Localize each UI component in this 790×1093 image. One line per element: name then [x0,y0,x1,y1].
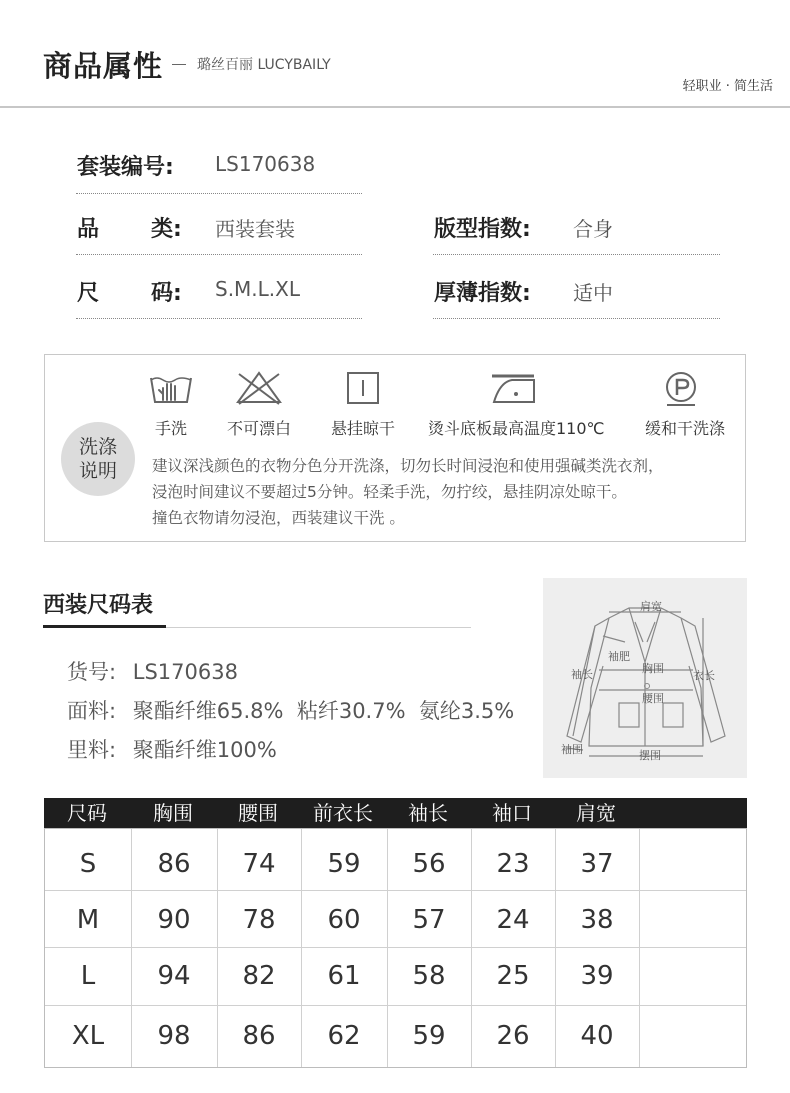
cell-size: M [76,905,100,935]
title-dash [172,64,186,65]
care-text-line: 撞色衣物请勿浸泡，西装建议干洗 。 [152,509,405,527]
cell-waist: 82 [242,961,276,991]
cell-size: S [79,849,97,879]
dotted-divider [76,254,362,255]
category-value: 西装套装 [215,217,295,241]
cell-waist: 86 [242,1021,276,1051]
cell-waist: 78 [242,905,276,935]
cell-sleeve-length: 58 [412,961,446,991]
dry-clean-label: 缓和干洗涤 [644,419,725,438]
cell-size: XL [71,1021,105,1051]
cell-sleeve-length: 56 [412,849,446,879]
garment-measurement-diagram [543,578,747,778]
cell-chest: 98 [157,1021,191,1051]
cell-shoulder: 40 [580,1021,614,1051]
header-waist: 腰围 [238,801,278,825]
cell-shoulder: 38 [580,905,614,935]
cell-cuff: 24 [496,905,530,935]
diagram-label-sleeve-length: 袖长 [571,668,593,681]
size-table-body [44,828,747,1068]
fabric-label: 面料: [67,699,117,723]
cell-cuff: 26 [496,1021,530,1051]
dotted-divider [433,254,720,255]
size-chart-title: 西装尺码表 [43,593,154,618]
dotted-divider [76,193,362,194]
header-size: 尺码 [67,801,107,825]
header-sleeve-length: 袖长 [408,801,448,825]
dotted-divider [433,318,720,319]
lining-value: 聚酯纤维100% [132,738,277,762]
thickness-label: 厚薄指数: [434,281,531,306]
section-underline [43,625,166,628]
item-number-value: LS170638 [132,660,238,684]
category-label-a: 品 [77,217,100,242]
cell-waist: 74 [242,849,276,879]
hang-dry-icon [338,368,388,412]
iron-label: 烫斗底板最高温度110℃ [428,419,605,438]
header-chest: 胸围 [153,801,193,825]
lining-label: 里料: [67,738,117,762]
hand-wash-icon [146,368,196,412]
cell-size: L [80,961,96,991]
cell-chest: 86 [157,849,191,879]
diagram-label-waist: 腰围 [642,692,664,705]
cell-chest: 90 [157,905,191,935]
care-badge-line2: 说明 [78,460,117,482]
cell-front-length: 59 [327,849,361,879]
cell-chest: 94 [157,961,191,991]
fabric-value: 聚酯纤维65.8% 粘纤30.7% 氨纶3.5% [132,699,515,723]
category-label-b: 类: [151,217,182,242]
size-table-header [44,798,747,828]
cell-cuff: 25 [496,961,530,991]
size-value: S.M.L.XL [215,277,301,301]
code-value: LS170638 [215,152,316,176]
hang-dry-label: 悬挂晾干 [330,419,395,438]
cell-shoulder: 37 [580,849,614,879]
diagram-label-cuff: 袖围 [561,743,583,756]
no-bleach-icon [234,368,284,412]
header-cuff: 袖口 [492,801,532,825]
diagram-label-hem: 摆围 [639,749,661,762]
code-label: 套装编号: [77,155,174,180]
iron-icon [490,368,540,412]
header-shoulder: 肩宽 [576,801,616,825]
cell-sleeve-length: 59 [412,1021,446,1051]
diagram-label-shoulder: 肩宽 [640,600,662,613]
fit-value: 合身 [573,217,613,241]
brand-tagline: 轻职业 · 简生活 [682,79,773,94]
care-badge-line1: 洗涤 [78,436,117,458]
hand-wash-label: 手洗 [154,419,187,438]
dry-clean-icon [656,368,706,412]
item-number-row [67,656,238,686]
diagram-label-chest: 胸围 [642,662,664,675]
size-label-a: 尺 [77,281,100,306]
header-divider [0,106,790,108]
care-text-line: 浸泡时间建议不要超过5分钟。轻柔手洗，勿拧绞，悬挂阴凉处晾干。 [152,483,627,501]
diagram-label-sleeve-width: 袖肥 [608,650,630,663]
brand-subtitle: 璐丝百丽 LUCYBAILY [197,57,331,73]
cell-front-length: 62 [327,1021,361,1051]
cell-front-length: 60 [327,905,361,935]
no-bleach-label: 不可漂白 [226,419,291,438]
header-front-length: 前衣长 [313,801,373,825]
diagram-label-length: 衣长 [693,669,715,682]
dotted-divider [76,318,362,319]
thickness-value: 适中 [573,281,613,305]
care-badge [61,422,135,496]
care-text-line: 建议深浅颜色的衣物分色分开洗涤，切勿长时间浸泡和使用强碱类洗衣剂， [152,457,664,475]
cell-shoulder: 39 [580,961,614,991]
size-label-b: 码: [151,281,182,306]
cell-front-length: 61 [327,961,361,991]
fabric-row [67,695,514,725]
lining-row [67,734,277,764]
page-title: 商品属性 [43,49,164,83]
cell-sleeve-length: 57 [412,905,446,935]
fit-label: 版型指数: [434,217,531,242]
item-number-label: 货号: [67,660,117,684]
cell-cuff: 23 [496,849,530,879]
